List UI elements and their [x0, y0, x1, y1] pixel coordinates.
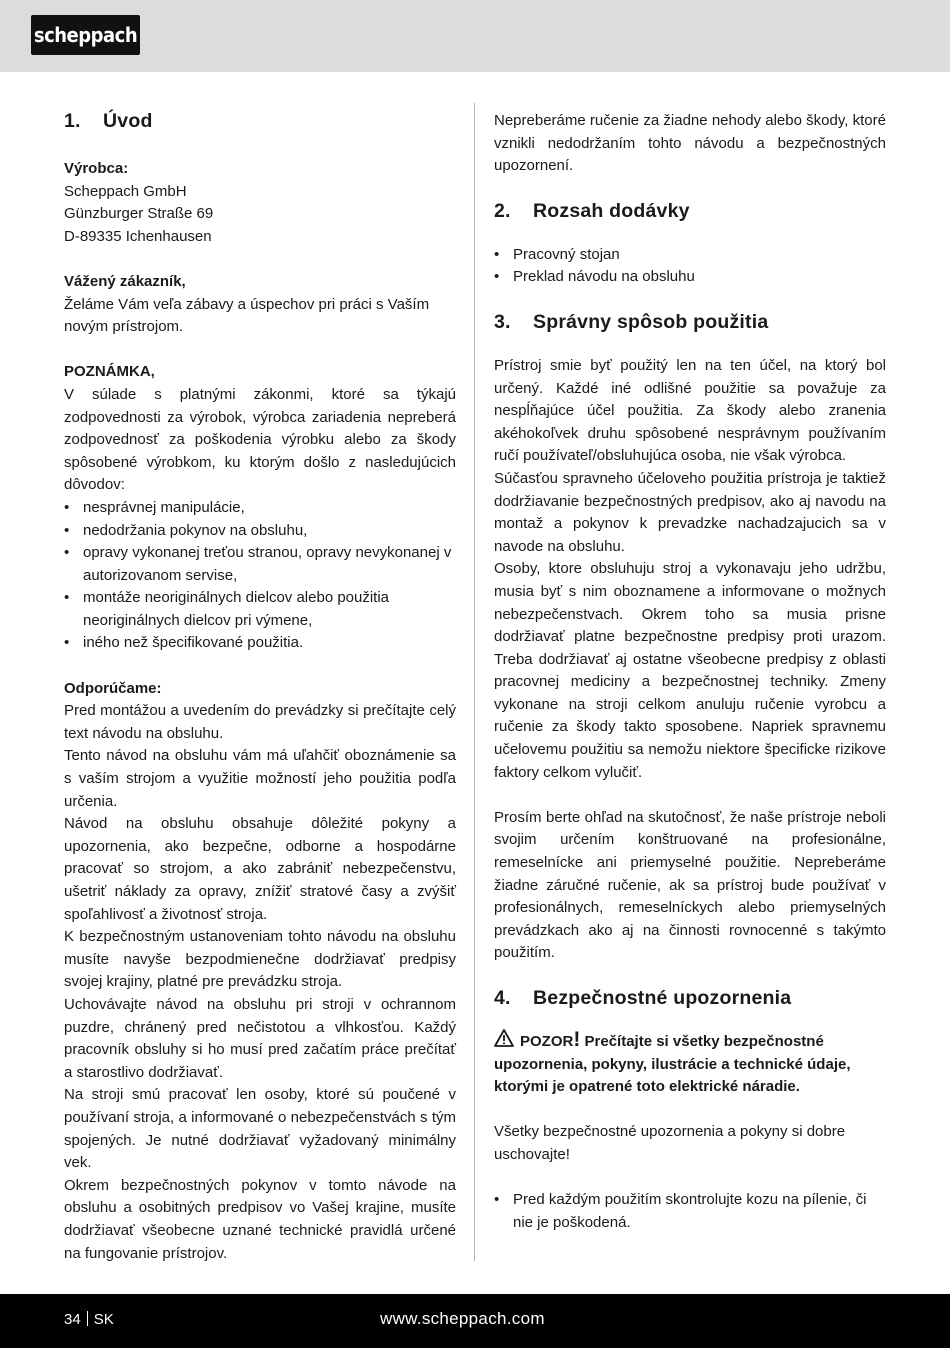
section-heading-safety	[494, 985, 886, 1011]
warning-block	[494, 1029, 886, 1099]
section-number: 4.	[494, 987, 511, 1009]
list-item: • montáže neoriginálnych dielcov alebo použitia neoriginálnych dielcov pri výmene,	[64, 587, 456, 632]
paragraph: Uchovávajte návod na obsluhu pri stroji v ochrannom puzdre, chránený pred nečistotou a vlhkosťou. Každý pracovník obsluhy si ho musí pred začatím práce prečítať a starostlivo dodržiavať.	[64, 995, 456, 1081]
section-heading-scope	[494, 198, 886, 224]
recommend-label: Odporúčame:	[64, 679, 162, 697]
section-heading-use	[494, 309, 886, 335]
warning-text: Prečítajte si všetky bezpečnostné upozornenia, pokyny, ilustrácie a technické údaje, ktorými je opatrené toto elektrické náradie.	[494, 1033, 851, 1096]
section-title: Správny spôsob použitia	[533, 310, 769, 333]
paragraph: Okrem bezpečnostných pokynov v tomto návode na obsluhu a osobitných predpisov vo Vašej krajine, musíte dodržiavať všeobecne uznané technické pravidlá určené na fungovanie prístrojov.	[64, 1176, 456, 1262]
page-number	[64, 1310, 114, 1330]
liability-list	[64, 497, 456, 655]
manufacturer-line: Günzburger Straße 69	[64, 205, 214, 223]
section-number: 2.	[494, 199, 511, 222]
paragraph: Všetky bezpečnostné upozornenia a pokyny si dobre uschovajte!	[494, 1123, 846, 1163]
paragraph: Osoby, ktore obsluhuju stroj a vykonavaju jeho udržbu, musia byť s nim oboznamene a informovane o možnych nebezpečenstvach. Okrem toho sa musia prisne dodržiavať platne bezpečnostne predpisy proti urazom. Treba dodržiavať aj ostatne všeobecne predpisy z oblasti pracovnej mediciny a bezpečnostnej techniky. Zmeny vykonane na stroji celkom anuluju ručenie vyrobcu a ručenie za škody takto sposobene. Napriek spravnemu učelovemu použitiu sa nemožu niektore špecificke rizikove faktory celkom vylučiť.	[494, 560, 886, 781]
separator	[87, 1311, 88, 1326]
greeting-label: Vážený zákazník,	[64, 272, 186, 290]
paragraph: Prístroj smie byť použitý len na ten účel, na ktorý bol určený. Každé iné odlišné použitie sa považuje za nespĺňajúce účel použitia. Za škody alebo zranenia akéhokoľvek druhu spôsobené nesprávnym používaním ručí používateľ/obsluhujúca osoba, nie však výrobca.	[494, 356, 886, 465]
section-title: Úvod	[103, 110, 153, 132]
manufacturer-line: D-89335 Ichenhausen	[64, 227, 212, 245]
section-title: Rozsah dodávky	[533, 199, 690, 222]
note-text: V súlade s platnými zákonmi, ktoré sa týkajú zodpovednosti za výrobok, výrobca zariadenia nepreberá zodpovednosť za poškodenia výrobku alebo za škody spôsobené výrobkom, ku ktorým došlo z nasledujúcich dôvodov:	[64, 385, 456, 494]
note-label: POZNÁMKA,	[64, 363, 155, 381]
page-number-value: 34	[64, 1311, 81, 1328]
greeting-text: Želáme Vám veľa zábavy a úspechov pri práci s Vaším novým prístrojom.	[64, 295, 430, 336]
paragraph: Prosím berte ohľad na skutočnosť, že naše prístroje neboli svojim určením konštruované na profesionálne, remeselnícke ani priemyselné použitie. Nepreberáme žiadne záručné ručenie, ak sa prístroj bude používať v profesionálnych, remeselníckych alebo priemyselných prevádzkach ako aj na činnosti rovnocenné s takýmto použitím.	[494, 808, 886, 962]
scope-list	[494, 244, 886, 289]
list-item: • nedodržania pokynov na obsluhu,	[64, 520, 456, 543]
paragraph: Na stroji smú pracovať len osoby, ktoré sú poučené v používaní stroja, a informované o nebezpečenstvách s tým spojených. Je nutné dodržiavať vyžadovaný minimálny vek.	[64, 1086, 456, 1172]
paragraph: Súčasťou spravneho účeloveho použitia prístroja je taktiež dodržiavanie bezpečnostných predpisov, ako aj navodu na montaž a pokynov k prevadzke nachadzajucich sa v navode na obsluhu.	[494, 469, 886, 555]
language-code: SK	[93, 1311, 114, 1328]
warning-word: POZOR	[520, 1033, 574, 1050]
scheppach-logo: scheppach	[31, 15, 140, 55]
manufacturer-label: Výrobca:	[64, 160, 129, 177]
manufacturer-line: Scheppach GmbH	[64, 182, 187, 200]
left-column	[64, 108, 456, 1265]
page-header	[0, 0, 950, 72]
paragraph: K bezpečnostným ustanoveniam tohto návodu na obsluhu musíte navyše bezpodmienečne dodržiavať predpisy svojej krajiny, platné pre prevádzku stroja.	[64, 928, 456, 991]
paragraph: Nepreberáme ručenie za žiadne nehody alebo škody, ktoré vznikli nedodržaním tohto návodu a bezpečnostných upozornení.	[494, 112, 886, 175]
website-link[interactable]: www.scheppach.com	[380, 1309, 545, 1328]
list-item: • opravy vykonanej treťou stranou, opravy nevykonanej v autorizovanom servise,	[64, 542, 456, 587]
list-item: • Pred každým použitím skontrolujte kozu na pílenie, či nie je poškodená.	[494, 1189, 886, 1234]
right-column	[494, 110, 886, 1234]
safety-list	[494, 1189, 886, 1234]
warning-mark: !	[573, 1028, 581, 1051]
section-number: 3.	[494, 310, 511, 333]
section-title: Bezpečnostné upozornenia	[533, 987, 792, 1009]
list-item: • iného než špecifikované použitia.	[64, 632, 456, 655]
paragraph: Tento návod na obsluhu vám má uľahčiť oboznámenie sa s vaším strojom a využitie možností jeho použitia podľa určenia.	[64, 747, 456, 810]
section-heading-intro	[64, 108, 456, 134]
column-divider	[474, 103, 475, 1261]
page-footer	[0, 1294, 950, 1348]
paragraph: Návod na obsluhu obsahuje dôležité pokyny a upozornenia, ako bezpečne, odborne a hospodárne pracovať so strojom, a ako zabrániť nebezpečenstvu, ušetriť náklady za opravy, znížiť stratové časy a zvýšiť spoľahlivosť a životnosť stroja.	[64, 815, 456, 923]
paragraph: Pred montážou a uvedením do prevádzky si prečítajte celý text návodu na obsluhu.	[64, 702, 456, 742]
list-item: • Preklad návodu na obsluhu	[494, 266, 886, 289]
warning-triangle-icon	[494, 1029, 514, 1047]
section-number: 1.	[64, 110, 81, 132]
list-item: • nesprávnej manipulácie,	[64, 497, 456, 520]
list-item: • Pracovný stojan	[494, 244, 886, 267]
